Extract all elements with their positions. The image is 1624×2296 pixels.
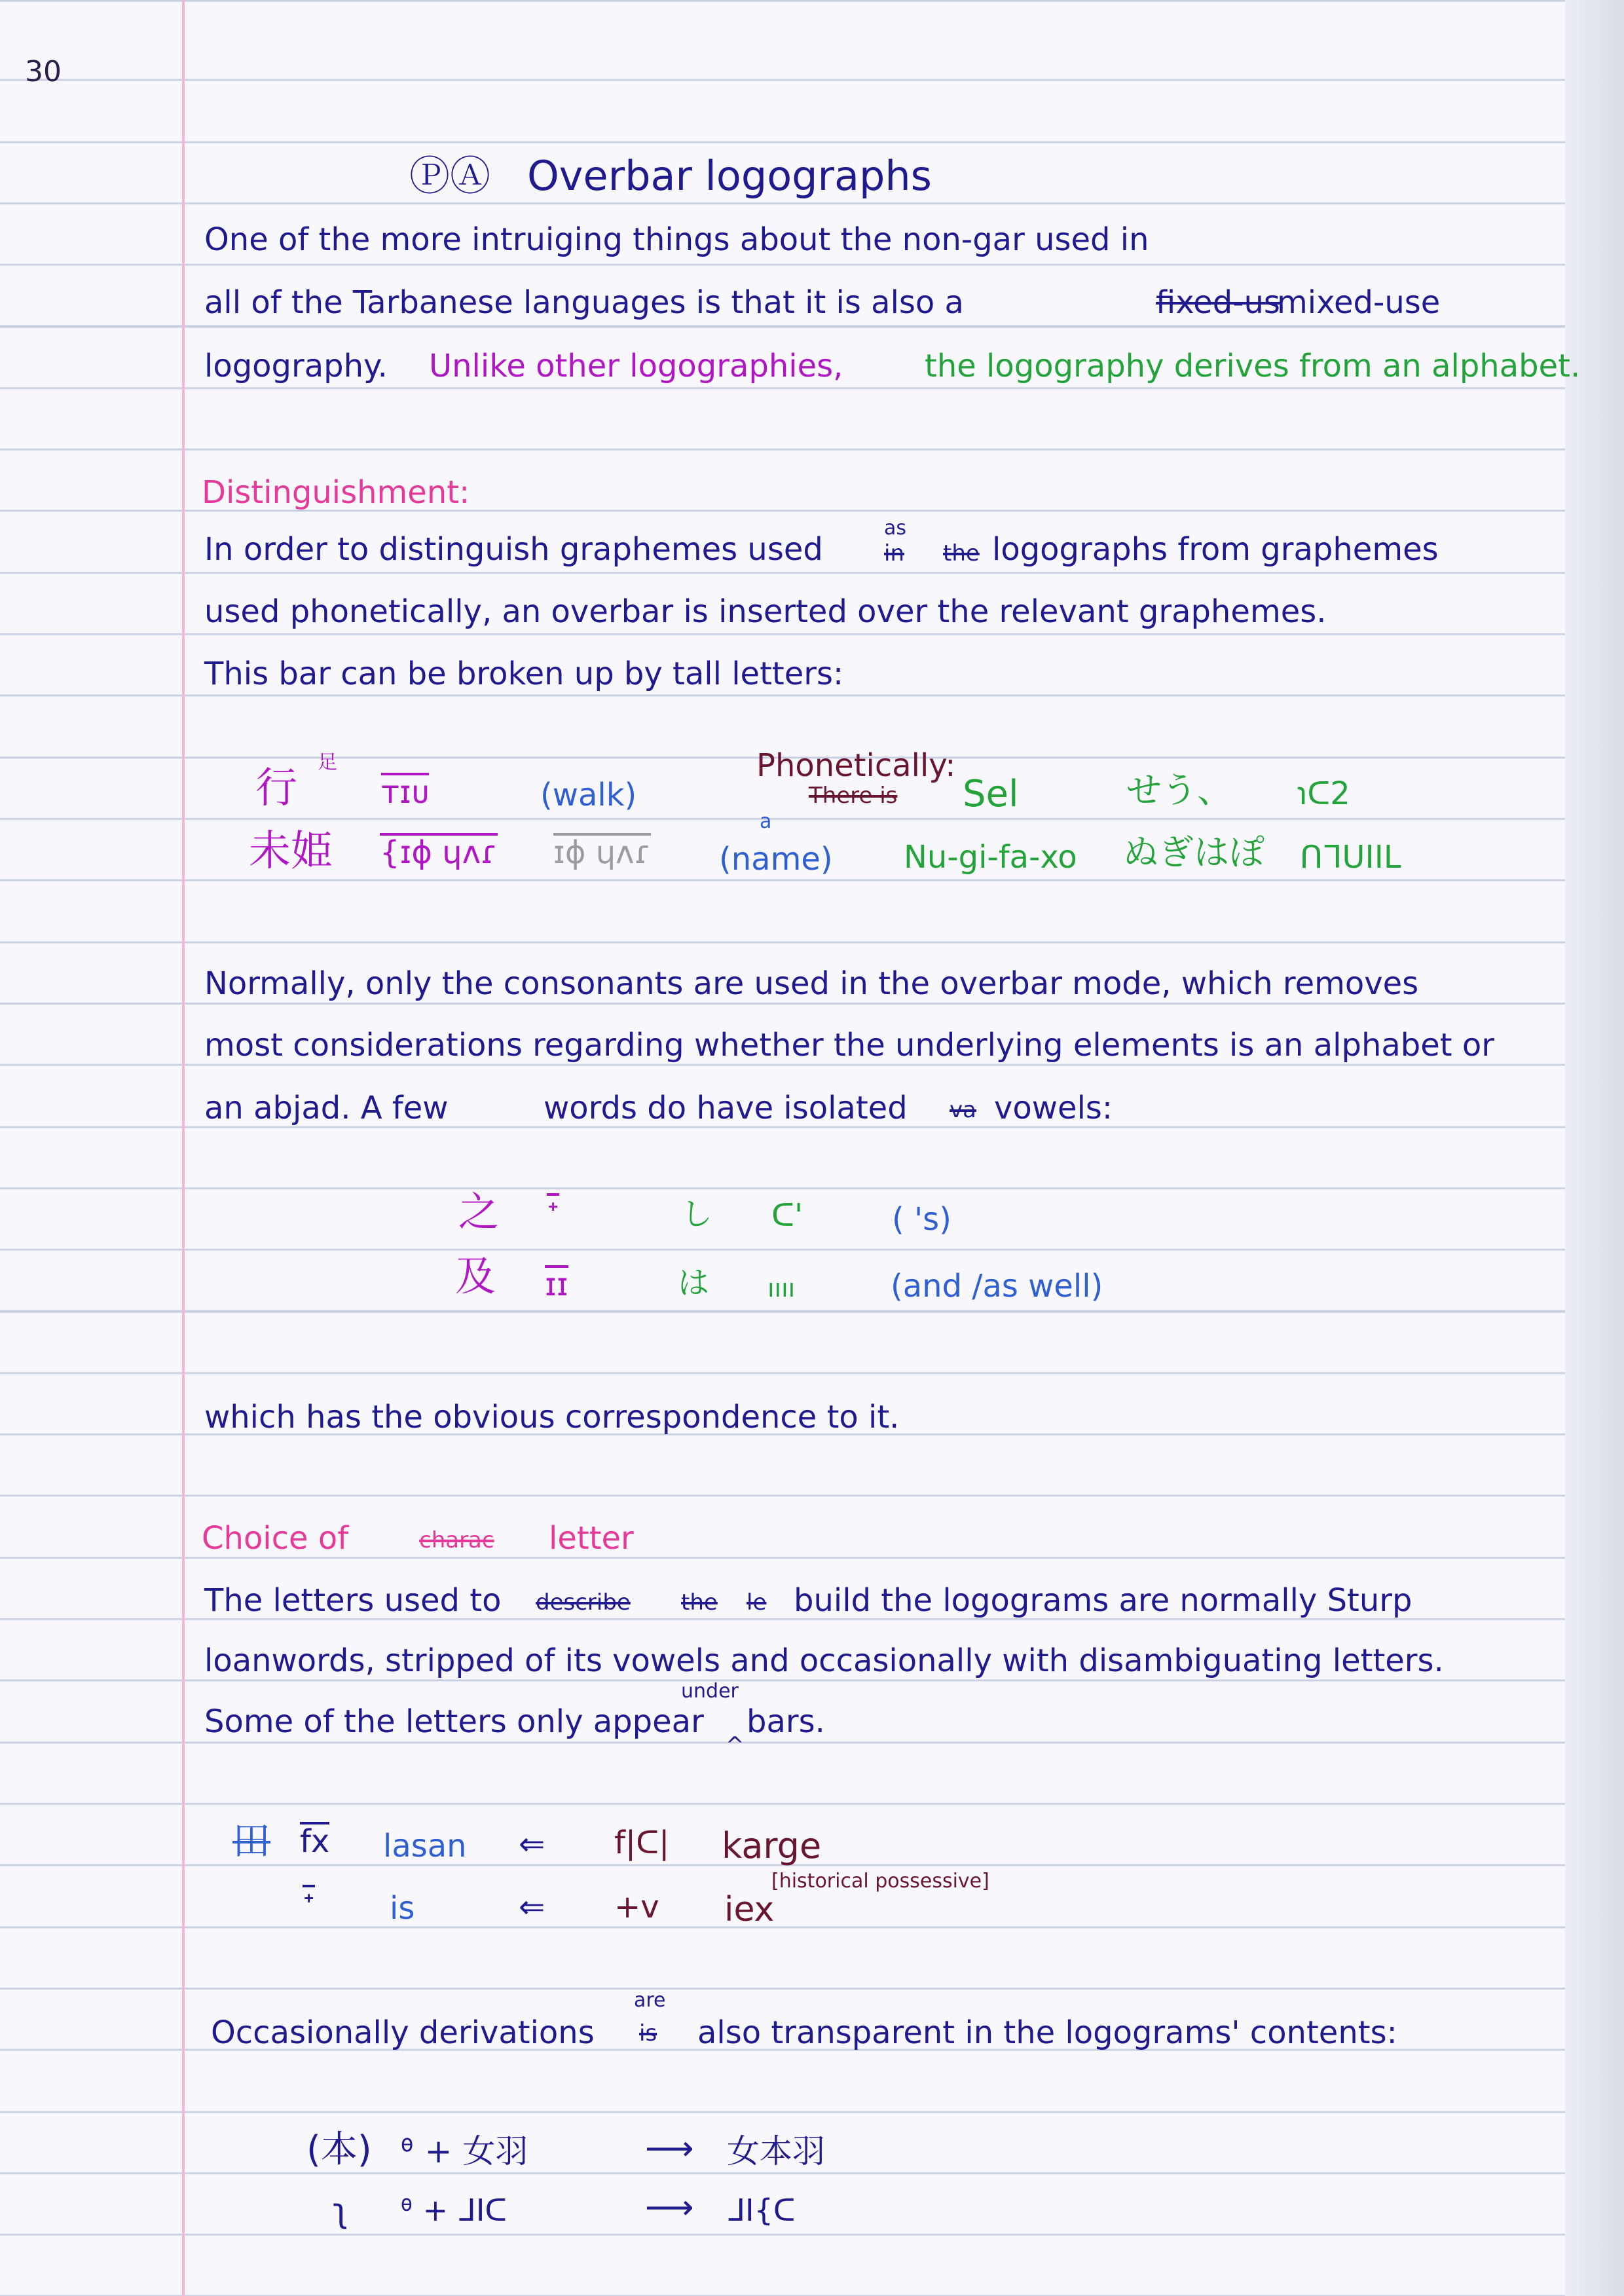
choice-strike-2: the bbox=[681, 1589, 718, 1616]
heading-marks: ⓅⒶ bbox=[409, 152, 491, 200]
ex1-row2-latin: Nu-gi-fa-xo bbox=[904, 839, 1077, 876]
ex1-row1-kanji: 行 bbox=[255, 764, 297, 813]
ex1-row2-gloss: (name) bbox=[719, 841, 833, 878]
derivations-insert: are bbox=[634, 1989, 666, 2012]
ex2-row1-gloss: ( 's) bbox=[892, 1201, 951, 1238]
ex3-row2-script: +v bbox=[614, 1889, 659, 1925]
ex4-row2-mid: ᶿ + ᒧIᑕ bbox=[401, 2193, 507, 2228]
obvious-line: which has the obvious correspondence to it. bbox=[204, 1399, 900, 1435]
derivations-line-b: also transparent in the logograms' contents: bbox=[697, 2014, 1397, 2051]
intro-line-2-strike: fixed-us bbox=[1156, 284, 1280, 321]
ex1-row2-kana: ぬぎはぽ bbox=[1123, 832, 1264, 873]
ex1-row1-gloss: (walk) bbox=[540, 777, 637, 813]
ex2-row1-overbar: ᕀ bbox=[547, 1194, 559, 1231]
ex3-row1-kanji: 田 bbox=[232, 1819, 271, 1863]
ex3-row2-note: [historical possessive] bbox=[771, 1870, 989, 1893]
derivations-strike: is bbox=[639, 2020, 657, 2046]
page-edge bbox=[1565, 0, 1624, 2296]
ex3-row2-arrow: ⇐ bbox=[519, 1889, 545, 1925]
distinguish-line-1b: logographs from graphemes bbox=[992, 531, 1439, 568]
intro-line-3a: logography. bbox=[204, 348, 388, 384]
intro-line-3b: Unlike other logographies, bbox=[429, 348, 843, 384]
ex4-row1-right: 女本羽 bbox=[727, 2132, 825, 2170]
ex3-row2-word: is bbox=[390, 1890, 415, 1927]
ex2-row2-kana: は bbox=[678, 1265, 710, 1301]
intro-line-2b: mixed-use bbox=[1277, 284, 1441, 321]
distinguish-line-3: This bar can be broken up by tall letters: bbox=[204, 656, 844, 692]
ex2-row2-script: ıııı bbox=[767, 1274, 796, 1303]
choice-line-1b: build the logograms are normally Sturp bbox=[794, 1582, 1412, 1619]
ex2-row2-kanji: 及 bbox=[455, 1252, 496, 1300]
consonants-line-2: most considerations regarding whether the underlying elements is an alphabet or bbox=[204, 1027, 1494, 1064]
ex1-row1-latin: Sel bbox=[963, 773, 1019, 815]
phonetically-strike: There is bbox=[809, 783, 898, 809]
consonants-line-3a: an abjad. A few bbox=[204, 1090, 449, 1126]
choice-line-2: loanwords, stripped of its vowels and occasionally with disambiguating letters. bbox=[204, 1642, 1444, 1679]
intro-line-2a: all of the Tarbanese languages is that it is also a bbox=[204, 284, 964, 321]
ex4-row2-left: ʅ bbox=[333, 2191, 348, 2231]
ex3-row1-script: f|ᑕ| bbox=[614, 1824, 670, 1861]
consonants-line-3b: words do have isolated bbox=[544, 1090, 908, 1126]
ex2-row1-kanji: 之 bbox=[458, 1188, 500, 1236]
intro-line-3c: the logography derives from an alphabet. bbox=[925, 348, 1581, 384]
page-number: 30 bbox=[25, 55, 62, 88]
ex4-row2-right: ᒧI{ᑕ bbox=[727, 2193, 796, 2228]
ex1-row1-overbar: ᴛɪᴜ bbox=[381, 774, 430, 811]
ex1-row2-script: ᑎᒣᑌIIᒪ bbox=[1300, 839, 1401, 876]
ex3-row1-source: karge bbox=[722, 1825, 822, 1866]
distinguish-insert: as bbox=[884, 517, 907, 540]
choice-line-3b: bars. bbox=[747, 1703, 825, 1740]
choice-heading-a: Choice of bbox=[202, 1520, 349, 1557]
choice-strike-1: describe bbox=[536, 1589, 631, 1616]
choice-line-3a: Some of the letters only appear bbox=[204, 1703, 704, 1740]
choice-strike-3: le bbox=[747, 1589, 767, 1616]
ex2-row1-kana: し bbox=[681, 1196, 713, 1232]
ex4-row1-arrow: ⟶ bbox=[645, 2129, 694, 2168]
ex4-row1-mid: ᶿ + 女羽 bbox=[401, 2132, 528, 2170]
choice-insert: under bbox=[681, 1680, 739, 1703]
consonants-line-3c: vowels: bbox=[994, 1090, 1113, 1126]
ex3-row2-overbar: ᕀ bbox=[303, 1886, 315, 1923]
ex1-row1-script: ℩ᑕ2 bbox=[1297, 775, 1350, 812]
distinguish-line-2: used phonetically, an overbar is inserted over the relevant graphemes. bbox=[204, 593, 1327, 630]
ex3-row1-arrow: ⇐ bbox=[519, 1826, 545, 1862]
distinguish-line-1a: In order to distinguish graphemes used bbox=[204, 531, 823, 568]
ex1-row2-overbar: {ɪɸ ɥᴧɾ bbox=[380, 834, 498, 871]
ex3-row1-word: lasan bbox=[383, 1828, 467, 1864]
distinguish-strike-2: the bbox=[943, 540, 980, 566]
distinguish-strike-1: in bbox=[884, 540, 904, 566]
choice-heading-strike: charac bbox=[419, 1527, 494, 1553]
ex3-row2-source: iex bbox=[724, 1890, 775, 1929]
margin-line bbox=[182, 0, 185, 2296]
ex4-row2-arrow: ⟶ bbox=[645, 2188, 694, 2227]
section-heading-distinguishment: Distinguishment: bbox=[202, 474, 470, 511]
phonetically-label: Phonetically: bbox=[756, 747, 956, 784]
ex1-row2-kanji: 未姫 bbox=[249, 827, 333, 876]
intro-line-1: One of the more intruiging things about the non-gar used in bbox=[204, 221, 1149, 258]
ex1-row2-gray: ɪɸ ɥᴧɾ bbox=[553, 834, 652, 871]
ex1-row1-kana: せう、 bbox=[1126, 769, 1232, 811]
choice-caret: ^ bbox=[726, 1732, 745, 1758]
ex1-row2-gloss-mark: a bbox=[760, 810, 772, 833]
ex2-row2-gloss: (and /as well) bbox=[891, 1268, 1103, 1305]
ex3-row1-overbar: fx bbox=[300, 1823, 330, 1860]
ex1-row1-kanji-small: 足 bbox=[318, 751, 337, 774]
consonants-line-1: Normally, only the consonants are used in the overbar mode, which removes bbox=[204, 965, 1419, 1002]
page-title: Overbar logographs bbox=[527, 152, 932, 200]
choice-line-1a: The letters used to bbox=[204, 1582, 502, 1619]
ex2-row2-overbar: ɪɪ bbox=[545, 1267, 568, 1303]
ex2-row1-script: ᑕ' bbox=[771, 1197, 803, 1234]
choice-heading-b: letter bbox=[549, 1520, 634, 1557]
derivations-line-a: Occasionally derivations bbox=[211, 2014, 595, 2051]
consonants-strike: va bbox=[950, 1097, 976, 1123]
ex4-row1-left: (本) bbox=[306, 2128, 372, 2171]
